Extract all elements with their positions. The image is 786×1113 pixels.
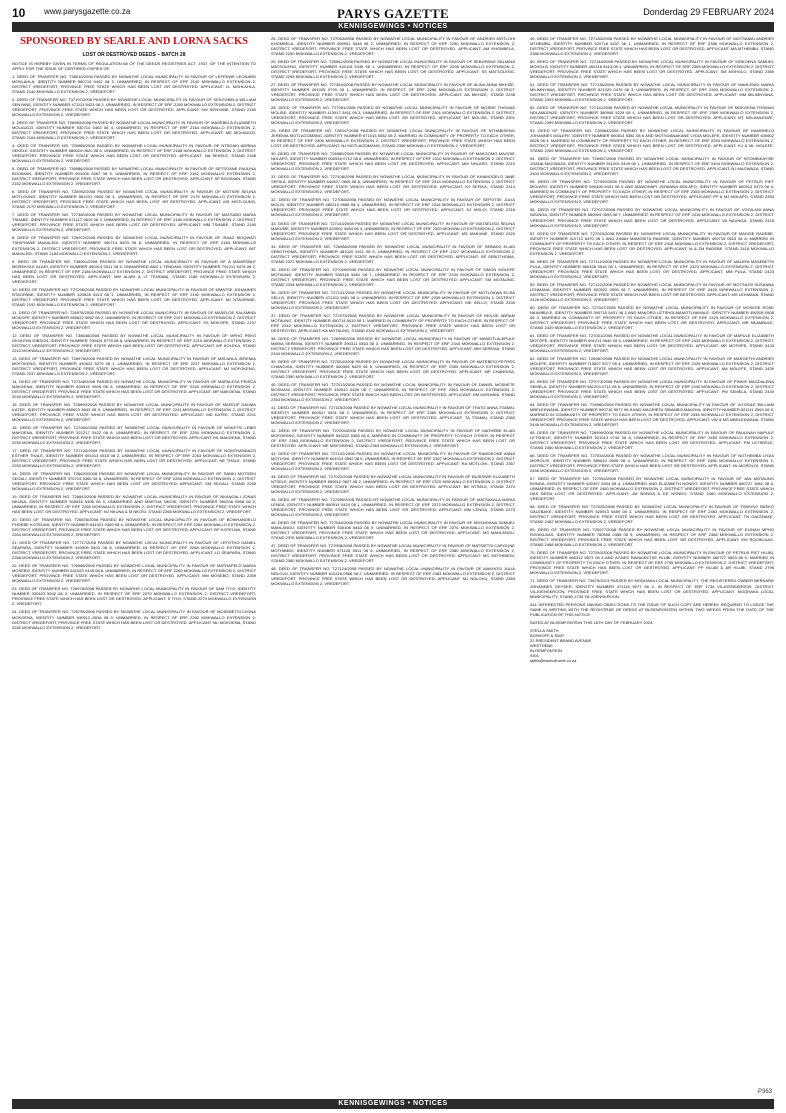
deed-entry: 32. DEED OF TRANSFER NO. T27060/2008 PASSED BY NGWATHE LOCAL MUNICIPALITY IN FAVOUR OF SEPOTSE JULIA MOLOI, IDENTITY NUMBER 480210 0565 08 4, UNMARRIED, IN RESPECT OF ERF 2316 MOKWALLO EXTENSION 2, DISTRICT VREDEFORT, PROVINCE FREE STATE WHICH HAS BEEN LOST OR DESTROYED. APPLICANT: SJ MOLOI, STAND 2316 MOKWALLO EXTENSION 2, VREDEFORT.: [271, 197, 515, 218]
deed-entry: 61. DEED OF TRANSFER NO. T27031/2008 PASSED BY NGWATHE LOCAL MUNICIPALITY IN FAVOUR OF MAPULE ELIZABETH MOTOPE, IDENTITY NUMBER 691211 0640 08 6, UNMARRIED, IN RESPECT OF ERF 2433 MOKWALLO EXTENSION 2, DISTRICT VREDEFORT, PROVINCE FREE STATE WHICH HAS BEEN LOST OR DESTROYED. APPLICANT: ME MOTOPE, STAND 2433 MOKWALLO EXTENSION 2, VREDEFORT.: [530, 332, 774, 353]
deed-entry: 67. DEED OF TRANSFER NO. T27054/2008 PASSED BY NGWATHE LOCAL MUNICIPALITY IN FAVOUR OF JAN MOTAUNG BONGA, IDENTITY NUMBER 640307 5404 08 4, UNMARRIED AND ELIZABETH NONDO, IDENTITY NUMBER 680727 1661 08 6, UNMARRIED, IN RESPECT OF ERF 2460 MOKWALLO EXTENSION 2, DISTRICT VREDEFORT, PROVINCE FREE STATE WHICH HAS BEEN LOST OR DESTROYED. APPLICANT: JM BONGA & EE NONDO, STAND 2460 MOKWALLO EXTENSION 2, VREDEFORT.: [530, 476, 774, 502]
deed-entry: 9. DEED OF TRANSFER NO. T38901/2008 PASSED BY NGWATHE LOCAL MUNICIPALITY IN FAVOUR OF A MAMPOBLE MOREKOLE ALARI, IDENTITY NUMBER 450414 0411 08 5, UNMARRIED AND L TENDANI, IDENTITY NUMBER 791211 5476 08 2, UNMARRIED, IN RESPECT OF ERF 2186 MOKWALLO EXTENSION 2, DISTRICT VREDEFORT, PROVINCE FREE STATE WHICH HAS BEEN LOST OR DESTROYED. APPLICANT: MM ALARI & LT TENDANI, STAND 2186 MOKWALLO EXTENSION 2, VREDEFORT.: [12, 258, 256, 284]
batch-subheading: LOST OR DESTROYED DEEDS – BATCH 28: [82, 52, 186, 58]
deed-entry: 55. DEED OF TRANSFER NO. T27099/2008 PASSED BY NGWATHE LOCAL MUNICIPALITY IN FAVOUR OF PETRUS PIET MOLAPO, IDENTITY NUMBER 590406 5431 08 5 AND MAMOHAPI JOHANNA MOLAPO, IDENTITY NUMBER 600913 0470 08 4, MARRIED IN COMMUNITY OF PROPERTY TO EACH OTHER, IN RESPECT OF ERF 2353 MOKWALLO EXTENSION 2, DISTRICT VREDEFORT, PROVINCE FREE STATE WHICH HAS BEEN LOST OR DESTROYED. APPLICANT: PP & MJ MOLAPO, STAND 2353 MOKWALLO EXTENSION 2, VREDEFORT.: [530, 179, 774, 205]
deed-entry: 24. DEED OF TRANSFER NO. T26795/2008 PASSED BY NGWATHE LOCAL MUNICIPALITY IN FAVOUR OF MOSEBETSI LEONA MOKOENA, IDENTITY NUMBER 630512 0534 08 9, UNMARRIED, IN RESPECT OF ERF 2282 MOKWALLO EXTENSION 2, DISTRICT VREDEFORT, PROVINCE FREE STATE WHICH HAS BEEN LOST OR DESTROYED. APPLICANT: ML MOKOENA, STAND 2282 MOKWALLO EXTENSION 2, VREDEFORT.: [12, 609, 256, 630]
column-1: [12, 36, 256, 1094]
deed-entry: 12. DEED OF TRANSFER NO. T38648/2008 PASSED BY NGWATHE LOCAL MUNICIPALITY IN FAVOUR OF MPHO PEKO OKOLEKA GIBSON, IDENTITY NUMBER 790424 5778 08 6, UNMARRIED, IN RESPECT OF ERF 2210 MOKWALLO EXTENSION 2, DISTRICT VREDEFORT, PROVINCE FREE STATE WHICH HAS BEEN LOST OR DESTROYED. APPLICANT: MP KOLEKA, STAND 2210 MOKWALLO EXTENSION 2, VREDEFORT.: [12, 332, 256, 353]
deed-entry: 51. DEED OF TRANSFER NO. T27136/2008 PASSED BY NGWATHE LOCAL MUNICIPALITY IN FAVOUR OF MAHLENGI MARIA MILIMNYANA, IDENTITY NUMBER 621029 0476 08 3, UNMARRIED, IN RESPECT OF ERF 2393 MOKWALLO EXTENSION 2, DISTRICT VREDEFORT, PROVINCE FREE STATE WHICH HAS BEEN LOST OR DESTROYED. APPLICANT: MM MILIMNYANA, STAND 2393 MOKWALLO EXTENSION 2, VREDEFORT.: [530, 82, 774, 103]
deed-entry: 14. DEED OF TRANSFER NO. T27348/2008 PASSED BY NGWATHE LOCAL MUNICIPALITY IN FAVOUR OF MAPALESA PRISCA MAKOENA, IDENTITY NUMBER 600515 0505 08 8, UNMARRIED, IN RESPECT OF ERF 2240 MOKWALLO EXTENSION 2, DISTRICT VREDEFORT, PROVINCE FREE STATE WHICH HAS BEEN LOST OR DESTROYED. APPLICANT: MP MAKOENA, STAND 2240 MOKWALLO EXTENSION 2, VREDEFORT.: [12, 378, 256, 399]
deed-entry: 3. DEED OF TRANSFER NO. T26983/2008 PASSED BY NGWATHE LOCAL MUNICIPALITY IN FAVOUR OF MASEBELA ELIZABETH MOLAUDZI, IDENTITY NUMBER 530714 0463 08 4, UNMARRIED, IN RESPECT OF ERF 2164 MOKWALLO EXTENSION 2, DISTRICT VREDEFORT, PROVINCE FREE STATE WHICH HAS BEEN LOST OR DESTROYED. APPLICANT: ME MOLAUDZI, STAND 2164 MOKWALLO EXTENSION 2, VREDEFORT.: [12, 120, 256, 141]
deed-entry: 31. DEED OF TRANSFER NO. T27108/2008 PASSED BY NGWATHE LOCAL MUNICIPALITY IN FAVOUR OF KHAMOGELO JANE SEFIKA, IDENTITY NUMBER 640827 0605 08 6, UNMARRIED, IN RESPECT OF ERF 2314 MOKWALLO EXTENSION 2, DISTRICT VREDEFORT, PROVINCE FREE STATE WHICH HAS BEEN LOST OR DESTROYED. APPLICANT: KJ SEFIKA, STAND 2314 MOKWALLO EXTENSION 2, VREDEFORT.: [271, 174, 515, 195]
deed-entry: 64. DEED OF TRANSFER NO. T26960/2008 PASSED BY NGWATHE LOCAL MUNICIPALITY IN FAVOUR OF VUYISILE WILLIAM MBELEKWANA, IDENTITY NUMBER 590716 5577 08 8 AND MAGRIETA SIBAMBO MALEKA, IDENTITY NUMBER 521111 0593 08 5, MARRIED IN COMMUNITY OF PROPERTY TO EACH OTHER, IN RESPECT OF ERF 2446 MOKWALLO EXTENSION 2, DISTRICT VREDEFORT, PROVINCE FREE STATE WHICH HAS BEEN LOST OR DESTROYED. APPLICANT: VW & MS MBELEKWANA, STAND 2446 MOKWALLO EXTENSION 2, VREDEFORT.: [530, 402, 774, 428]
deed-entry: 10. DEED OF TRANSFER NO. T27206/2008 PASSED BY NGWATHE LOCAL MUNICIPALITY IN FAVOUR OF MMATSE JOHANNES NTAOPANE, IDENTITY NUMBER 420828 5413 08 1, UNMARRIED, IN RESPECT OF ERF 2192 MOKWALLO EXTENSION 2, DISTRICT VREDEFORT, PROVINCE FREE STATE WHICH HAS BEEN LOST OR DESTROYED. APPLICANT: MJ NTAOPANE, STAND 2192 MOKWALLO EXTENSION 2, VREDEFORT.: [12, 286, 256, 307]
deed-entry: 63. DEED OF TRANSFER NO. T27073/2008 PASSED BY NGWATHE LOCAL MUNICIPALITY IN FAVOUR OF PINKIE MAGDALENA SEMELA, IDENTITY NUMBER 581203 0711 08 5, UNMARRIED, IN RESPECT OF ERF 2440 MOKWALLO EXTENSION 2, DISTRICT VREDEFORT, PROVINCE FREE STATE WHICH HAS BEEN LOST OR DESTROYED. APPLICANT: PM SEMELA, STAND 2440 MOKWALLO EXTENSION 2, VREDEFORT.: [530, 378, 774, 399]
deed-entry: 21. DEED OF TRANSFER NO. T27717/2008 PASSED BY NGWATHE LOCAL MUNICIPALITY IN FAVOUR OF LEFOTHO DANIEL SEAPARA, IDENTITY NUMBER 440906 5403 08 8, UNMARRIED, IN RESPECT OF ERF 2268 MOKWALLO EXTENSION 2, DISTRICT VREDEFORT, PROVINCE FREE STATE WHICH HAS BEEN LOST OR DESTROYED. APPLICANT: LD SEAPARA, STAND 2268 MOKWALLO EXTENSION 2, VREDEFORT.: [12, 540, 256, 561]
website-url: www.parysgazette.co.za: [44, 7, 131, 16]
deed-entry: 25. DEED OF TRANSFER NO. T27063/2008 PASSED BY NGWATHE LOCAL MUNICIPALITY IN FAVOUR OF ANDRIES MOTLOHI KHOMBELA, IDENTITY NUMBER 490901 5448 08 2, UNMARRIED, IN RESPECT OF ERF 2290 MOKWALLO EXTENSION 2, DISTRICT VREDEFORT, PROVINCE FREE STATE WHICH HAS BEEN LOST OR DESTROYED. APPLICANT: AM KHOMBELA, STAND 2290 MOKWALLO EXTENSION 2, VREDEFORT.: [271, 36, 515, 57]
page-code: P363: [757, 1089, 772, 1095]
deed-entry: 68. DEED OF TRANSFER NO. T27025/2008 PASSED BY NGWATHE LOCAL MUNICIPALITY IN FAVOUR OF TSEKISO NKEKO GALEBAKE, IDENTITY NUMBER 520913 5459 08 3, UNMARRIED, IN RESPECT OF ERF 2462 MOKWALLO EXTENSION 2, DISTRICT VREDEFORT, PROVINCE FREE STATE WHICH HAS BEEN LOST OR DESTROYED. APPLICANT: TN GALEBAKE, STAND 2462 MOKWALLO EXTENSION 2, VREDEFORT.: [530, 504, 774, 525]
column-2: [271, 36, 515, 1094]
deed-entry: 7. DEED OF TRANSFER NO. T27380/2008 PASSED BY NGWATHE LOCAL MUNICIPALITY IN FAVOUR OF MATSABO MARIA TSHABE, IDENTITY NUMBER 671117 0619 08 3, UNMARRIED, IN RESPECT OF ERF 2180 MOKWALLO EXTENSION 2, DISTRICT VREDEFORT, PROVINCE FREE STATE WHICH HAS BEEN LOST OR DESTROYED. APPLICANT: MM TSHABE, STAND 2180 MOKWALLO EXTENSION 2, VREDEFORT.: [12, 212, 256, 233]
deed-entry: 56. DEED OF TRANSFER NO. T27027/2008 PASSED BY NGWATHE LOCAL MUNICIPALITY IN FAVOUR OF VOGILANI ANNA NZUNGA, IDENTITY NUMBER 560904 0593 08 7, UNMARRIED, IN RESPECT OF ERF 2416 MOKWALLO EXTENSION 2, DISTRICT VREDEFORT, PROVINCE FREE STATE WHICH HAS BEEN LOST OR DESTROYED. APPLICANT: VA NZUNGA, STAND 2416 MOKWALLO EXTENSION 2, VREDEFORT.: [530, 207, 774, 228]
deed-entry: 19. DEED OF TRANSFER NO. T26843/2008 PASSED BY NGWATHE LOCAL MUNICIPALITY IN FAVOUR OF NKANGALI JONAS NKUNA, IDENTITY NUMBER 500516 5496 08 9, UNMARRIED AND MARTHA NKOSI, IDENTITY NUMBER 590206 0568 08 2, UNMARRIED, IN RESPECT OF ERF 2268 MOKWALLO EXTENSION 2, DISTRICT VREDEFORT, PROVINCE FREE STATE WHICH HAS BEEN LOST OR DESTROYED. APPLICANT: NJ NKUNA & M NKOSI, STAND 2268 MOKWALLO EXTENSION 2, VREDEFORT.: [12, 494, 256, 515]
page-header: [12, 6, 774, 20]
address-line: BLOEMFONTEIN: [530, 647, 562, 653]
deed-entry: 6. DEED OF TRANSFER NO. T26992/2008 PASSED BY NGWATHE LOCAL MUNICIPALITY IN FAVOUR OF MOTSIRI SELINA MOTLOUNG, IDENTITY NUMBER 561201 0526 08 3, UNMARRIED, IN RESPECT OF ERF 2170 MOKWALLO EXTENSION 2, DISTRICT VREDEFORT, PROVINCE FREE STATE WHICH HAS BEEN LOST OR DESTROYED. APPLICANT: MS MOTLOUNG, STAND 2170 MOKWALLO EXTENSION 2, VREDEFORT.: [12, 189, 256, 210]
deed-entry: 4. DEED OF TRANSFER NO. T26965/2008 PASSED BY NGWATHE LOCAL MUNICIPALITY IN FAVOUR OF NTSOAKI ADRINA SEKELE, IDENTITY NUMBER 580624 0520 08 6, UNMARRIED, IN RESPECT OF ERF 2168 MOKWALLO EXTENSION 2, DISTRICT VREDEFORT, PROVINCE FREE STATE WHICH HAS BEEN LOST OR DESTROYED. APPLICANT: NA SEKELE, STAND 2168 MOKWALLO EXTENSION 2, VREDEFORT.: [12, 143, 256, 164]
deed-entry: 52. DEED OF TRANSFER NO. T27111/2008 PASSED BY NGWATHE LOCAL MUNICIPALITY IN FAVOUR OF MOKOENA THOMAS NDLAMLENZE, IDENTITY NUMBER 380908 5229 08 4, UNMARRIED, IN RESPECT OF ERF 2399 MOKWALLO EXTENSION 2, DISTRICT VREDEFORT, PROVINCE FREE STATE WHICH HAS BEEN LOST OR DESTROYED. APPLICANT: MT NDLAMLENZE, STAND 2399 MOKWALLO EXTENSION 2, VREDEFORT.: [530, 105, 774, 126]
deed-entry: 41. DEED OF TRANSFER NO. T27115/2008 PASSED BY NGWATHE LOCAL MUNICIPALITY IN FAVOUR OF THATO ANNA TSAMAI, IDENTITY NUMBER 600517 0531 08 2, UNMARRIED, IN RESPECT OF ERF 2360 MOKWALLO EXTENSION 2, DISTRICT VREDEFORT, PROVINCE FREE STATE WHICH HAS BEEN LOST OR DESTROYED. APPLICANT: TA TSAMAI, STAND 2360 MOKWALLO EXTENSION 2, VREDEFORT.: [271, 405, 515, 426]
deed-entry: 27. DEED OF TRANSFER NO. T27354/2008 PASSED BY NGWATHE LOCAL MUNICIPALITY IN FAVOUR OF ALINA ANNA MKHIZE, IDENTITY NUMBER 491025 0799 08 1, UNMARRIED, IN RESPECT OF ERF 2298 MOKWALLO EXTENSION 2, DISTRICT VREDEFORT, PROVINCE FREE STATE WHICH HAS BEEN LOST OR DESTROYED. APPLICANT: AA MKHIZE, STAND 2298 MOKWALLO EXTENSION 2, VREDEFORT.: [271, 82, 515, 103]
deed-entry: 65. DEED OF TRANSFER NO. T26996/2008 PASSED BY NGWATHE LOCAL MUNICIPALITY IN FAVOUR OF PAULINAH MAPULE LETSHELE, IDENTITY NUMBER 621013 0744 08 8, UNMARRIED, IN RESPECT OF ERF 2450 MOKWALLO EXTENSION 2, DISTRICT VREDEFORT, PROVINCE FREE STATE WHICH HAS BEEN LOST OR DESTROYED. APPLICANT: PM LETSHELE, STAND 2450 MOKWALLO EXTENSION 2, VREDEFORT.: [530, 430, 774, 451]
deed-entry: 2. DEED OF TRANSFER NO. T37197/2008 PASSED BY NGWATHE LOCAL MUNICIPALITY IN FAVOUR OF SEKGOBELA WILLIAM SENYANE, IDENTITY NUMBER 471113 5423 08 3, UNMARRIED, IN RESPECT OF ERF 2150 MOKWALLO EXTENSION 2, DISTRICT VREDEFORT, PROVINCE FREE STATE WHICH HAS BEEN LOST OR DESTROYED. APPLICANT: SW SENYANE, STAND 2150 MOKWALLO EXTENSION 2, VREDEFORT.: [12, 97, 256, 118]
contact-address: [530, 628, 774, 664]
deed-entry: 15. DEED OF TRANSFER NO. T28999/2008 PASSED BY NGWATHE LOCAL MUNICIPALITY IN FAVOUR OF MAFEUP DAUMA KATEE, IDENTITY NUMBER 650623 5643 08 9, UNMARRIED, IN RESPECT OF ERF 2241 MOKWALLO EXTENSION 2, DISTRICT VREDEFORT, PROVINCE FREE STATE WHICH HAS BEEN LOST OR DESTROYED. APPLICANT: MD KATEE, STAND 2241 MOKWALLO EXTENSION 2, VREDEFORT.: [12, 401, 256, 422]
deed-entry: 53. DEED OF TRANSFER NO. T26964/2008 PASSED BY NGWATHE LOCAL MUNICIPALITY IN FAVOUR OF KAMOHELO JOHANNES MOLEFE, IDENTITY NUMBER 600814 5381 08 6 AND MOTSOANAKANE LYDIA MOLEFE, IDENTITY NUMBER 630602 0626 08 4, MARRIED IN COMMUNITY OF PROPERTY TO EACH OTHER, IN RESPECT OF ERF 2253 MOKWALLO EXTENSION 2, DISTRICT VREDEFORT, PROVINCE FREE STATE WHICH HAS BEEN LOST OR DESTROYED. APPLICANT: KJ & ML MOLEFE, STAND 2259 MOKWALLO EXTENSION 2, VREDEFORT.: [530, 128, 774, 154]
deed-entry: 38. DEED OF TRANSFER NO. T26958/2008 PASSED BY NGWATHE LOCAL MUNICIPALITY IN FAVOUR OF MAMOTLALEPULE MARIA SEREMA, IDENTITY NUMBER 390311 0463 08 3, UNMARRIED, IN RESPECT OF ERF 2344 MOKWALLO EXTENSION 2, DISTRICT VREDEFORT, PROVINCE FREE STATE WHICH HAS BEEN LOST OR DESTROYED. APPLICANT: MM SEREMA, STAND 2344 MOKWALLO EXTENSION 2, VREDEFORT.: [271, 335, 515, 356]
deed-entry: 58. DEED OF TRANSFER NO. T27111/2008 PASSED BY NGWATHE LOCAL MUNICIPALITY IN FAVOUR OF MALEFA MASEBETSI PULA, IDENTITY NUMBER 560328 0518 08 1, UNMARRIED, IN RESPECT OF ERF 2423 MOKWALLO EXTENSION 2, DISTRICT VREDEFORT, PROVINCE FREE STATE WHICH HAS BEEN LOST OR DESTROYED. APPLICANT: MM PULA, STAND 2423 MOKWALLO EXTENSION 2, VREDEFORT.: [530, 258, 774, 279]
address-line: STELLA SMITH: [530, 627, 559, 633]
column-2-entries: [271, 36, 515, 587]
intro-notice: NOTICE IS HEREBY GIVEN IN TERMS OF REGULATION 68 OF THE DEEDS REGISTRIES ACT, 1937, OF THE INTENTION TO APPLY FOR THE ISSUE OF CERTIFIED COPIES OF:: [12, 61, 256, 72]
deed-entry: 39. DEED OF TRANSFER NO. T27054/2008 PASSED BY NGWATHE LOCAL MUNICIPALITY IN FAVOUR OF MATEBESI PETROS CHANGISA, IDENTITY NUMBER 460308 5429 08 5, UNMARRIED, IN RESPECT OF ERF 2350 MOKWALLO EXTENSION 2, DISTRICT VREDEFORT, PROVINCE FREE STATE WHICH HAS BEEN LOST OR DESTROYED. APPLICANT: MP CHANGISA, STAND 2350 MOKWALLO EXTENSION 2, VREDEFORT.: [271, 358, 515, 379]
deed-entry: 11. DEED OF TRANSFER NO. T26976/2008 PASSED BY NGWATHE LOCAL MUNICIPALITY IN FAVOUR OF MASELOE SALAMINA MOKOPE, IDENTITY NUMBER 560622 0652 08 2, UNMARRIED, IN RESPECT OF ERF 2197 MOKWALLO EXTENSION 2, DISTRICT VREDEFORT, PROVINCE FREE STATE WHICH HAS BEEN LOST OR DESTROYED. APPLICANT: SS MOKOPE, STAND 2197 MOKWALLO EXTENSION 2, VREDEFORT.: [12, 309, 256, 330]
closing-statement: ALL INTERESTED PERSONS HAVING OBJECTIONS TO THE ISSUE OF SUCH COPY ARE HEREBY REQUIRED TO LODGE THE SAME IN WRITING WITH THE REGISTRAR OF DEEDS AT BLOEMFONTEIN WITHIN TWO WEEKS FROM THE DATE OF THE PUBLICATION OF THIS NOTICE.: [530, 601, 774, 617]
deed-entry: 47. DEED OF TRANSFER NO. T27008/2008 PASSED BY NGWATHE LOCAL MUNICIPALITY IN FAVOUR OF MATSIETSI CAROLINE MOTHIBEDI, IDENTITY NUMBER 571126 0511 08 6, UNMARRIED, IN RESPECT OF ERF 2380 MOKWALLO EXTENSION 2, DISTRICT VREDEFORT, PROVINCE FREE STATE WHICH HAS BEEN LOST OR DESTROYED. APPLICANT: MC MOTHIBEDI, STAND 2380 MOKWALLO EXTENSION 2, VREDEFORT.: [271, 543, 515, 564]
deed-entry: 49. DEED OF TRANSFER NO. T27183/2008 PASSED BY NGWATHE LOCAL MUNICIPALITY IN FAVOUR OF MOTSAMAI ANDRIES MTHEMBU, IDENTITY NUMBER 520718 5437 08 1, UNMARRIED, IN RESPECT OF ERF 2386 MOKWALLO EXTENSION 2, DISTRICT VREDEFORT, PROVINCE FREE STATE WHICH HAS BEEN LOST OR DESTROYED. APPLICANT: MA MTHEMBU, STAND 2386 MOKWALLO EXTENSION 2, VREDEFORT.: [530, 36, 774, 57]
masthead: PARYS GAZETTE: [337, 6, 449, 21]
deed-entry: 35. DEED OF TRANSFER NO. T27009/2008 PASSED BY NGWATHE LOCAL MUNICIPALITY IN FAVOUR OF SIMON MOLEFE MOTAUNG, IDENTITY NUMBER 530316 5461 08 7, UNMARRIED, IN RESPECT OF ERF 2334 MOKWALLO EXTENSION 2, DISTRICT VREDEFORT, PROVINCE FREE STATE WHICH HAS BEEN LOST OR DESTROYED. APPLICANT: SM MOTAUNG, STAND 2334 MOKWALLO EXTENSION 2, VREDEFORT.: [271, 266, 515, 287]
deed-entry: 43. DEED OF TRANSFER NO. T27102/2008 PASSED BY NGWATHE LOCAL MUNICIPALITY IN FAVOUR OF RAMOKONE ANNA MOTLOHI, IDENTITY NUMBER 601014 0592 08 5, UNMARRIED, IN RESPECT OF ERF 2367 MOKWALLO EXTENSION 2, DISTRICT VREDEFORT, PROVINCE FREE STATE WHICH HAS BEEN LOST OR DESTROYED. APPLICANT: RA MOTLOHI, STAND 2367 MOKWALLO EXTENSION 2, VREDEFORT.: [271, 451, 515, 472]
deed-entry: 26. DEED OF TRANSFER NO. T26962/2008 PASSED BY NGWATHE LOCAL MUNICIPALITY IN FAVOUR OF SEBOPANG SALMINA MATSOLENG, IDENTITY NUMBER 440118 0435 08 1, UNMARRIED, IN RESPECT OF ERF 2295 MOKWALLO EXTENSION 2, DISTRICT VREDEFORT, PROVINCE FREE STATE WHICH HAS BEEN LOST OR DESTROYED. APPLICANT: SS MATSOLENG, STAND 2295 MOKWALLO EXTENSION 2, VREDEFORT.: [271, 59, 515, 80]
deed-entry: 1. DEED OF TRANSFER NO. T38010/2008 PASSED BY NGWATHE LOCAL MUNICIPALITY IN FAVOUR OF LEFEKWE LEONARD MOHLAHLA, IDENTITY NUMBER 580719 5442 08 3, UNMARRIED, IN RESPECT OF ERF 2140 MOKWALLO EXTENSION 2, DISTRICT VREDEFORT, PROVINCE FREE STATE WHICH HAS BEEN LOST OR DESTROYED. APPLICANT: LL MOHLAHLA, STAND 2140 MOKWALLO EXTENSION 2, VREDEFORT.: [12, 74, 256, 95]
deed-entry: 5. DEED OF TRANSFER NO. T38986/2008 PASSED BY NGWATHE LOCAL MUNICIPALITY IN FAVOUR OF SETSOANE PAULINA BOOIMAN, IDENTITY NUMBER 601006 0467 08 5, UNMARRIED, IN RESPECT OF ERF 2162 MOKWALLO EXTENSION 2, DISTRICT VREDEFORT, PROVINCE FREE STATE WHICH HAS BEEN LOST OR DESTROYED. APPLICANT: SP BOOIMAN, STAND 2162 MOKWALLO EXTENSION 2, VREDEFORT.: [12, 166, 256, 187]
page-number: 10: [12, 6, 26, 20]
deed-entry: 54. DEED OF TRANSFER NO. T26957/2008 PASSED BY NGWATHE LOCAL MUNICIPALITY IN FAVOUR OF NTOMBIKAYISE JOANA MAGWAZA, IDENTITY NUMBER 511004 0449 08 1, UNMARRIED, IN RESPECT OF ERF 2404 MOKWALLO EXTENSION 2, DISTRICT VREDEFORT, PROVINCE FREE STATE WHICH HAS BEEN LOST OR DESTROYED. APPLICANT: NJ MAGWAZA, STAND 2404 MOKWALLO EXTENSION 2, VREDEFORT.: [530, 156, 774, 177]
deed-entry: 17. DEED OF TRANSFER NO. T27120/2008 PASSED BY NGWATHE LOCAL MUNICIPALITY IN FAVOUR OF NOMTHANDAZO ESTHER THALE, IDENTITY NUMBER 491013 0518 08 2, UNMARRIED, IN RESPECT OF ERF 2253 MOKWALLO EXTENSION 2, DISTRICT VREDEFORT, PROVINCE FREE STATE WHICH HAS BEEN LOST OR DESTROYED. APPLICANT: NE THALE, STAND 2253 MOKWALLO EXTENSION 2, VREDEFORT.: [12, 448, 256, 469]
section-band-bottom: KENNISGEWINGS • NOTICES: [12, 1099, 774, 1109]
deed-entry: 42. DEED OF TRANSFER NO. T27094/2008 PASSED BY NGWATHE LOCAL MUNICIPALITY IN FAVOUR OF MATHEBE ELIAS MOFOKENG, IDENTITY NUMBER 540222 5365 08 6, MARRIED IN COMMUNITY OF PROPERTY TO EACH OTHER, IN RESPECT OF ERF 2363 MOKWALLO EXTENSION 2, DISTRICT VREDEFORT, PROVINCE FREE STATE WHICH HAS BEEN LOST OR DESTROYED. APPLICANT: ME MOFOKENG, STAND 2363 MOKWALLO EXTENSION 2, VREDEFORT.: [271, 428, 515, 449]
deed-entry: 70. DEED OF TRANSFER NO. T27040/2008 PASSED BY NGWATHE LOCAL MUNICIPALITY IN FAVOUR OF PETRUS PIET HLUBI, IDENTITY NUMBER 660312 5873 08 8 AND AGNES RAMAIKETSE HLUBI, IDENTITY NUMBER 480727 0803 08 5, MARRIED IN COMMUNITY OF PROPERTY TO EACH OTHER, IN RESPECT OF ERF 2795 MOKWALLO EXTENSION 2, DISTRICT VREDEFORT, PROVINCE FREE STATE WHICH HAS BEEN LOST OR DESTROYED. APPLICANT: PP HLUBI & AR HLUBI, STAND 2795 MOKWALLO EXTENSION 2, VREDEFORT.: [530, 550, 774, 576]
deed-entry: 22. DEED OF TRANSFER NO. T26968/2008 PASSED BY NGWATHE LOCAL MUNICIPALITY IN FAVOUR OF MATHAPELO MARIA MOSEBO, IDENTITY NUMBER 641023 0445 08 6, UNMARRIED, IN RESPECT OF ERF 2269 MOKWALLO EXTENSION 2, DISTRICT VREDEFORT, PROVINCE FREE STATE WHICH HAS BEEN LOST OR DESTROYED. APPLICANT: MM MOSEBO, STAND 2269 MOKWALLO EXTENSION 2, VREDEFORT.: [12, 563, 256, 584]
deed-entry: 71. DEED OF TRANSFER NO. T3679/2013 PASSED BY MOQHAKA LOCAL MUNICIPALITY, THE REGISTERED OWNER BERNARD JOHANNES GEYSER, IDENTITY NUMBER 471116 5077 08 4, IN RESPECT OF ERF 1734 VILJOENSKROON, DISTRICT VILJOENSKROON, PROVINCE FREE STATE WHICH HAS BEEN LOST OR DESTROYED. APPLICANT: MOQHAKA LOCAL MUNICIPALITY, STAND 1734 VILJOENSKROON.: [530, 578, 774, 599]
deed-entry: 13. DEED OF TRANSFER NO. T26978/2008 PASSED BY NGWATHE LOCAL MUNICIPALITY IN FAVOUR OF MOLAHLA JEREMIA MOFOKENG, IDENTITY NUMBER 440622 5379 08 1, UNMARRIED, IN RESPECT OF ERF 2237 MOKWALLO EXTENSION 2, DISTRICT VREDEFORT, PROVINCE FREE STATE WHICH HAS BEEN LOST OR DESTROYED. APPLICANT: MJ MOFOKENG, STAND 2237 MOKWALLO EXTENSION 2, VREDEFORT.: [12, 355, 256, 376]
address-line: 22 PRESIDENT BRAND AVENUE: [530, 637, 592, 643]
deed-entry: 45. DEED OF TRANSFER NO. T27056/2008 PASSED BY NGWATHE LOCAL MUNICIPALITY IN FAVOUR OF MATSAKALA MARIA LENGA, IDENTITY NUMBER 580914 0424 08 1, UNMARRIED, IN RESPECT OF ERF 2373 MOKWALLO EXTENSION 2, DISTRICT VREDEFORT, PROVINCE FREE STATE WHICH HAS BEEN LOST OR DESTROYED. APPLICANT: MM LENGA, STAND 2373 MOKWALLO EXTENSION 2, VREDEFORT.: [271, 497, 515, 518]
deed-entry: 48. DEED OF TRANSFER NO. T27124/2008 PASSED BY NGWATHE LOCAL MUNICIPALITY IN FAVOUR OF MAKHOSI JULIA NDLOVU, IDENTITY NUMBER 610416 0566 08 2, UNMARRIED, IN RESPECT OF ERF 2383 MOKWALLO EXTENSION 2, DISTRICT VREDEFORT, PROVINCE FREE STATE WHICH HAS BEEN LOST OR DESTROYED. APPLICANT: MJ NDLOVU, STAND 2383 MOKWALLO EXTENSION 2, VREDEFORT.: [271, 566, 515, 587]
deed-entry: 20. DEED OF TRANSFER NO. T26876/2008 PASSED BY NGWATHE LOCAL MUNICIPALITY IN FAVOUR OF BOIKHANDELO PHOEBE KOTELWA, IDENTITY NUMBER 641021 0369 08 4, UNMARRIED, IN RESPECT OF ERF 2264 MOKWALLO EXTENSION 2, DISTRICT VREDEFORT, PROVINCE FREE STATE WHICH HAS BEEN LOST OR DESTROYED. APPLICANT: BP KOTELWA, STAND 2264 MOKWALLO EXTENSION 2, VREDEFORT.: [12, 517, 256, 538]
deed-entry: 29. DEED OF TRANSFER NO. T26947/2008 PASSED BY NGWATHE LOCAL MUNICIPALITY IN FAVOUR OF NTHABISENG JEREMIA MOTLAGOMANG, IDENTITY NUMBER 571013 5452 08 2, MARRIED IN COMMUNITY OF PROPERTY TO EACH OTHER, IN RESPECT OF ERF 2306 MOKWALLO EXTENSION 2, DISTRICT VREDEFORT, PROVINCE FREE STATE WHICH HAS BEEN LOST OR DESTROYED. APPLICANT: NJ MOTLAGOMANG, STAND 2306 MOKWALLO EXTENSION 2, VREDEFORT.: [271, 128, 515, 149]
deed-entry: 62. DEED OF TRANSFER NO. T26987/2008 PASSED BY NGWATHE LOCAL MUNICIPALITY IN FAVOUR OF MAKGETHI ANDRIES MOLEFE, IDENTITY NUMBER 710827 5377 08 4, UNMARRIED, IN RESPECT OF ERF 2439 MOKWALLO EXTENSION 2, DISTRICT VREDEFORT, PROVINCE FREE STATE WHICH HAS BEEN LOST OR DESTROYED. APPLICANT: MA MOLEFE, STAND 2439 MOKWALLO EXTENSION 2, VREDEFORT.: [530, 355, 774, 376]
deed-entry: 46. DEED OF TRANSFER NO. T27046/2008 PASSED BY NGWATHE LOCAL MUNICIPALITY IN FAVOUR OF MOSHOANA SAMUEL MAHLANGU, IDENTITY NUMBER 530106 5463 08 9, UNMARRIED, IN RESPECT OF ERF 2376 MOKWALLO EXTENSION 2, DISTRICT VREDEFORT, PROVINCE FREE STATE WHICH HAS BEEN LOST OR DESTROYED. APPLICANT: MS MAHLANGU, STAND 2376 MOKWALLO EXTENSION 2, VREDEFORT.: [271, 520, 515, 541]
column-3: [530, 36, 774, 1094]
dated-line: DATED AT BLOEMFONTEIN THIS 16TH DAY OF FEBRUARY 2024.: [530, 619, 654, 625]
address-line: WESTDENE: [530, 642, 553, 648]
deed-entry: 23. DEED OF TRANSFER NO. T26978/2008 PASSED BY NGWATHE LOCAL MUNICIPALITY IN FAVOUR OF SAM TIYO, IDENTITY NUMBER 330423 5542 08 3, UNMARRIED, IN RESPECT OF ERF 2279 MOKWALLO EXTENSION 2, DISTRICT VREDEFORT, PROVINCE FREE STATE WHICH HAS BEEN LOST OR DESTROYED. APPLICANT: S TIYO, STAND 2279 MOKWALLO EXTENSION 2, VREDEFORT.: [12, 586, 256, 607]
issue-date: Donderdag 29 FEBRUARY 2024: [643, 7, 774, 17]
deed-entry: 69. DEED OF TRANSFER NO. T26977/2008 PASSED BY NGWATHE LOCAL MUNICIPALITY IN FAVOUR OF ELINAH MPHO ROOIKLAAS, IDENTITY NUMBER 780508 0356 08 5, UNMARRIED, IN RESPECT OF ERF 2468 MOKWALLO EXTENSION 2, DISTRICT VREDEFORT, PROVINCE FREE STATE WHICH HAS BEEN LOST OR DESTROYED. APPLICANT: EM ROOIKLAAS, STAND 2468 MOKWALLO EXTENSION 2, VREDEFORT.: [530, 527, 774, 548]
sponsor-heading: SPONSORED BY SEARLE AND LORNA SACKS: [19, 36, 249, 47]
deed-entry: 66. DEED OF TRANSFER NO. T27034/2008 PASSED BY NGWATHE LOCAL MUNICIPALITY IN FAVOUR OF NOTHEMBA LYDIA MOROLOI, IDENTITY NUMBER 580810 0506 08 4, UNMARRIED, IN RESPECT OF ERF 2456 MOKWALLO EXTENSION 2, DISTRICT VREDEFORT, PROVINCE FREE STATE WHICH HAS BEEN LOST OR DESTROYED. APPLICANT: NL MOROLOI, STAND 2456 MOKWALLO EXTENSION 2, VREDEFORT.: [530, 453, 774, 474]
deed-entry: 60. DEED OF TRANSFER NO. T27047/2008 PASSED BY NGWATHE LOCAL MUNICIPALITY IN FAVOUR OF MOSESE ROSE NKAMBULE, IDENTITY NUMBER 390715 5401 08 2 AND MAKORO LETSHOLMAMOTLHAHALE, IDENTITY NUMBER 450208 0508 08 3, MARRIED IN COMMUNITY OF PROPERTY TO EACH OTHER, IN RESPECT OF ERF 2429 MOKWALLO EXTENSION 2, DISTRICT VREDEFORT, PROVINCE FREE STATE WHICH HAS BEEN LOST OR DESTROYED. APPLICANT: MR NKAMBULE, STAND 2429 MOKWALLO EXTENSION 2, VREDEFORT.: [530, 304, 774, 330]
deed-entry: 44. DEED OF TRANSFER NO. T27022/2008 PASSED BY NGWATHE LOCAL MUNICIPALITY IN FAVOUR OF BUSISIWE ELIZABETH NTSELE, IDENTITY NUMBER 650810 0627 08 2, UNMARRIED, IN RESPECT OF ERF 2370 MOKWALLO EXTENSION 2, DISTRICT VREDEFORT, PROVINCE FREE STATE WHICH HAS BEEN LOST OR DESTROYED. APPLICANT: BE NTSELE, STAND 2370 MOKWALLO EXTENSION 2, VREDEFORT.: [271, 474, 515, 495]
deed-entry: 36. DEED OF TRANSFER NO. T27131/2008 PASSED BY NGWATHE LOCAL MUNICIPALITY IN FAVOUR OF MOTLOKWA ELISA SELLO, IDENTITY NUMBER 471102 0481 08 4, UNMARRIED, IN RESPECT OF ERF 2339 MOKWALLO EXTENSION 2, DISTRICT VREDEFORT, PROVINCE FREE STATE WHICH HAS BEEN LOST OR DESTROYED. APPLICANT: ME SELLO, STAND 2339 MOKWALLO EXTENSION 2, VREDEFORT.: [271, 289, 515, 310]
column-1-entries: [12, 74, 256, 630]
address-line: BOSHOFF & SMIT: [530, 632, 565, 638]
deed-entry: 34. DEED OF TRANSFER NO. T26988/2008 PASSED BY NGWATHE LOCAL MUNICIPALITY IN FAVOUR OF SEBAKO ELIAS SEBOTHOMA, IDENTITY NUMBER 481020 5411 08 5, UNMARRIED, IN RESPECT OF ERF 2327 MOKWALLO EXTENSION 2, DISTRICT VREDEFORT, PROVINCE FREE STATE WHICH HAS BEEN LOST OR DESTROYED. APPLICANT: SE SEBOTHOMA, STAND 2327 MOKWALLO EXTENSION 2, VREDEFORT.: [271, 243, 515, 264]
deed-entry: 50. DEED OF TRANSFER NO. T27148/2008 PASSED BY NGWATHE LOCAL MUNICIPALITY IN FAVOUR OF MOKOENA SAMUEL MOHOLO, IDENTITY NUMBER 450316 5413 08 1, UNMARRIED, IN RESPECT OF ERF 2389 MOKWALLO EXTENSION 2, DISTRICT VREDEFORT, PROVINCE FREE STATE WHICH HAS BEEN LOST OR DESTROYED. APPLICANT: SM MOHOLO, STAND 2389 MOKWALLO EXTENSION 2, VREDEFORT.: [530, 59, 774, 80]
deed-entry: 57. DEED OF TRANSFER NO. T27020/2008 PASSED BY NGWATHE LOCAL MUNICIPALITY IN FAVOUR OF MADISE RADEBE, IDENTITY NUMBER 410712 5470 08 1 AND ZINAH MAMOSITA RADEBE, IDENTITY NUMBER 490715 0614 08 8, MARRIED IN COMMUNITY OF PROPERTY TO EACH OTHER, IN RESPECT OF ERF 2418 MOKWALLO EXTENSION 2, DISTRICT VREDEFORT, PROVINCE FREE STATE WHICH HAS BEEN LOST OR DESTROYED. APPLICANT: M & ZM RADEBE, STAND 2418 MOKWALLO EXTENSION 2, VREDEFORT.: [530, 230, 774, 256]
deed-entry: 33. DEED OF TRANSFER NO. T27143/2008 PASSED BY NGWATHE LOCAL MUNICIPALITY IN FAVOUR OF MATSELISO SELINA MAKUME, IDENTITY NUMBER 620902 0654 08 3, UNMARRIED, IN RESPECT OF ERF 2320 MOKWALLO EXTENSION 2, DISTRICT VREDEFORT, PROVINCE FREE STATE WHICH HAS BEEN LOST OR DESTROYED. APPLICANT: MS MAKUME, STAND 2320 MOKWALLO EXTENSION 2, VREDEFORT.: [271, 220, 515, 241]
deed-entry: 28. DEED OF TRANSFER NO. T27051/2008 PASSED BY NGWATHE LOCAL MUNICIPALITY IN FAVOUR OF MOSHE THOMAS MOLISE, IDENTITY NUMBER 410517 5411 08 3, UNMARRIED, IN RESPECT OF ERF 2301 MOKWALLO EXTENSION 2, DISTRICT VREDEFORT, PROVINCE FREE STATE WHICH HAS BEEN LOST OR DESTROYED. APPLICANT: MT MOLISE, STAND 2301 MOKWALLO EXTENSION 2, VREDEFORT.: [271, 105, 515, 126]
column-3-entries: [530, 36, 774, 599]
deed-entry: 30. DEED OF TRANSFER NO. T26980/2008 PASSED BY NGWATHE LOCAL MUNICIPALITY IN FAVOUR OF MAKGOMO MAGGIE NHLAPO, IDENTITY NUMBER 600516 0712 08 8, UNMARRIED, IN RESPECT OF ERF 2310 MOKWALLO EXTENSION 2, DISTRICT VREDEFORT, PROVINCE FREE STATE WHICH HAS BEEN LOST OR DESTROYED. APPLICANT: MM NHLAPO, STAND 2310 MOKWALLO EXTENSION 2, VREDEFORT.: [271, 151, 515, 172]
deed-entry: 18. DEED OF TRANSFER NO. T26620/2008 PASSED BY NGWATHE LOCAL MUNICIPALITY IN FAVOUR OF SANKI MOTSEKI SEGALI, IDENTITY NUMBER 370714 5366 08 8, UNMARRIED, IN RESPECT OF ERF 2265 MOKWALLO EXTENSION 2, DISTRICT VREDEFORT, PROVINCE FREE STATE WHICH HAS BEEN LOST OR DESTROYED. APPLICANT: SM SEGALI, STAND 2265 MOKWALLO EXTENSION 2, VREDEFORT.: [12, 471, 256, 492]
deed-entry: 8. DEED OF TRANSFER NO. T26972/2008 PASSED BY NGWATHE LOCAL MUNICIPALITY IN FAVOUR OF ISAAC MOQWATI TSHIPHANE MAKALEDI, IDENTITY NUMBER 490714 5403 08 8, UNMARRIED, IN RESPECT OF ERF 2184 MOKWALLO EXTENSION 2, DISTRICT VREDEFORT, PROVINCE FREE STATE WHICH HAS BEEN LOST OR DESTROYED. APPLICANT: IMT MAKALEDI, STAND 2184 MOKWALLO EXTENSION 2, VREDEFORT.: [12, 235, 256, 256]
address-email: stella@boshoff-smit.co.za: [530, 658, 577, 664]
deed-entry: 59. DEED OF TRANSFER NO. T27122/2008 PASSED BY NGWATHE LOCAL MUNICIPALITY IN FAVOUR OF MOTSILISI SUSANNA LEHMANA, IDENTITY NUMBER 520522 0508 08 7, UNMARRIED, IN RESPECT OF ERF 2426 MOKWALLO EXTENSION 2, DISTRICT VREDEFORT, PROVINCE FREE STATE WHICH HAS BEEN LOST OR DESTROYED. APPLICANT: MS LEHMANA, STAND 2426 MOKWALLO EXTENSION 2, VREDEFORT.: [530, 281, 774, 302]
section-band-top: KENNISGEWINGS • NOTICES: [12, 22, 774, 32]
deed-entry: 16. DEED OF TRANSFER NO. T27060/2008 PASSED BY NGWATHE LOCAL MUNICIPALITY IN FAVOUR OF MOKETSI LEBIS MAKOENA, IDENTITY NUMBER 521217 5422 08 8, UNMARRIED, IN RESPECT OF ERF 2250 MOKWALLO EXTENSION 2, DISTRICT VREDEFORT, PROVINCE FREE STATE WHICH HAS BEEN LOST OR DESTROYED. APPLICANT: ML MAKOENA, STAND 2250 MOKWALLO EXTENSION 2, VREDEFORT.: [12, 424, 256, 446]
deed-entry: 40. DEED OF TRANSFER NO. T27013/2008 PASSED BY NGWATHE LOCAL MUNICIPALITY IN FAVOUR OF DANIEL MOSHETE MOSHANI, IDENTITY NUMBER 440512 5406 08 7, UNMARRIED, IN RESPECT OF ERF 2353 MOKWALLO EXTENSION 2, DISTRICT VREDEFORT, PROVINCE FREE STATE WHICH HAS BEEN LOST OR DESTROYED. APPLICANT: DM MOSHANI, STAND 2353 MOKWALLO EXTENSION 2, VREDEFORT.: [271, 381, 515, 402]
deed-entry: 37. DEED OF TRANSFER NO. T27073/2008 PASSED BY NGWATHE LOCAL MUNICIPALITY IN FAVOUR OF KEILOE ABRAM MOTAUNG, IDENTITY NUMBER 450714 5419 08 1, MARRIED IN COMMUNITY OF PROPERTY TO EACH OTHER, IN RESPECT OF ERF 2342 MOKWALLO EXTENSION 2, DISTRICT VREDEFORT, PROVINCE FREE STATE WHICH HAS BEEN LOST OR DESTROYED. APPLICANT: KA MOTAUNG, STAND 2342 MOKWALLO EXTENSION 2, VREDEFORT.: [271, 312, 515, 333]
address-line: 9301: [530, 653, 540, 659]
